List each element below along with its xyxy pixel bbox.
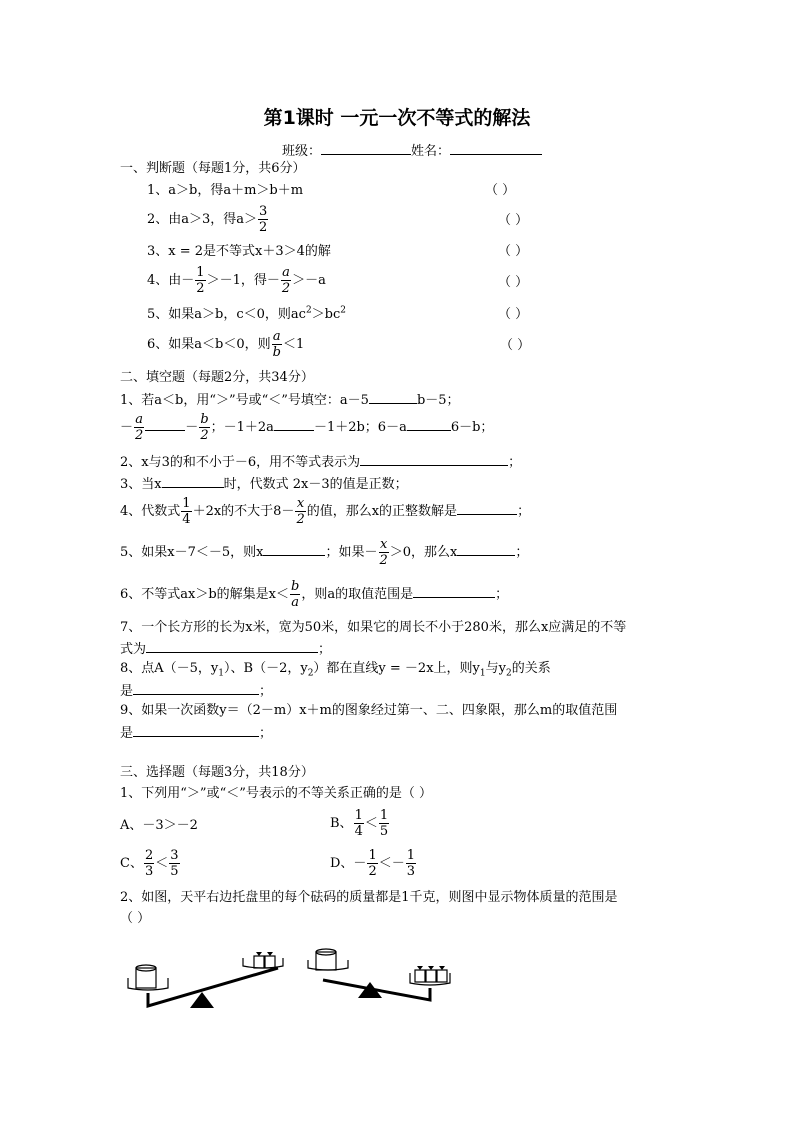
- answer-blank[interactable]: [274, 418, 314, 431]
- name-blank[interactable]: [450, 142, 542, 155]
- weight-icon: [426, 970, 436, 982]
- s3-q1-option-b[interactable]: B、 $\frac{1}{4}$ ＜ $\frac{1}{5}$: [330, 808, 389, 839]
- weight-icon: [437, 970, 447, 982]
- weight-icon: [265, 956, 275, 968]
- fraction: $\frac{a}{2}$: [281, 265, 291, 296]
- s2-q3: 3、当x 时，代数式 2x－3的值是正数；: [120, 477, 408, 492]
- answer-blank[interactable]: [146, 640, 318, 653]
- page-title: 第1课时 一元一次不等式的解法: [263, 107, 531, 129]
- fraction: $\frac{1}{3}$: [406, 848, 416, 879]
- fraction: $\frac{1}{4}$: [354, 808, 363, 839]
- s1-q2-answer-paren[interactable]: （ ）: [498, 213, 529, 228]
- weight-icon: [254, 956, 264, 968]
- fraction: $\frac{b}{a}$: [291, 579, 300, 610]
- s2-q1-continued: － $\frac{a}{2}$ － $\frac{b}{2}$ ；－1＋2a －1＋2b；6－a 6－b；: [120, 412, 494, 443]
- right-pan: [410, 973, 450, 985]
- section-2-heading: 二、填空题（每题2分，共34分）: [120, 370, 314, 385]
- fraction: $\frac{3}{2}$: [259, 204, 268, 235]
- s1-q2: 2、由a＞3，得a＞ $\frac{3}{2}$: [147, 204, 268, 235]
- fraction: $\frac{2}{3}$: [144, 848, 154, 879]
- s3-q1-option-d[interactable]: D、－ $\frac{1}{2}$ ＜－ $\frac{1}{3}$: [330, 848, 416, 879]
- s2-q7: 7、一个长方形的长为x米，宽为50米，如果它的周长不小于280米，那么x应满足的不等: [120, 620, 627, 635]
- s2-q1: 1、若a＜b，用“＞”号或“＜”号填空：a－5 b－5；: [120, 393, 460, 408]
- s1-q5: 5、如果a＞b，c＜0，则$ac^2>bc^2$: [147, 305, 347, 322]
- fraction: $\frac{a}{b}$: [272, 329, 281, 360]
- answer-blank[interactable]: [457, 502, 517, 515]
- s2-q8: 8、点A（－5，$y_1$）、B（－2，$y_2$）都在直线y = －2x上，则$y_1$与$y_2$的关系: [120, 661, 551, 679]
- section-3-heading: 三、选择题（每题3分，共18分）: [120, 765, 314, 780]
- s1-q3: 3、x = 2是不等式x＋3＞4的解: [147, 244, 331, 259]
- s3-q1: 1、下列用“＞”或“＜”号表示的不等关系正确的是（ ）: [120, 786, 432, 801]
- balance-scales-figure: [118, 938, 458, 1018]
- s2-q9-line2: 是 ；: [120, 726, 273, 741]
- s3-q2-paren[interactable]: （ ）: [120, 911, 151, 926]
- answer-blank[interactable]: [263, 543, 325, 556]
- section-1-heading: 一、判断题（每题1分，共6分）: [120, 161, 306, 176]
- s2-q6: 6、不等式ax＞b的解集是x＜ $\frac{b}{a}$ ，则a的取值范围是 ；: [120, 579, 509, 610]
- fraction: $\frac{x}{2}$: [379, 537, 388, 568]
- fraction: $\frac{x}{2}$: [296, 496, 305, 527]
- s2-q7-line2: 式为 ；: [120, 642, 332, 657]
- s3-q2: 2、如图，天平右边托盘里的每个砝码的质量都是1千克，则图中显示物体质量的范围是: [120, 890, 618, 905]
- balance-scale-right-heavy: [308, 949, 450, 1000]
- s1-q6-answer-paren[interactable]: （ ）: [500, 338, 531, 353]
- s2-q5: 5、如果x－7＜－5，则x ；如果－ $\frac{x}{2}$ ＞0，那么x ；: [120, 537, 529, 568]
- s1-q4: 4、由－ $\frac{1}{2}$ ＞－1，得－ $\frac{a}{2}$ ＞－a: [147, 265, 326, 296]
- s1-q3-answer-paren[interactable]: （ ）: [498, 244, 529, 259]
- class-label: 班级：: [282, 144, 322, 159]
- right-pan: [243, 958, 283, 968]
- fraction: $\frac{a}{2}$: [135, 412, 144, 443]
- answer-blank[interactable]: [369, 391, 417, 404]
- student-info-line: [282, 142, 542, 160]
- weight-icon: [415, 970, 425, 982]
- answer-blank[interactable]: [145, 418, 185, 431]
- answer-blank[interactable]: [413, 585, 495, 598]
- s2-q2: 2、x与3的和不小于－6，用不等式表示为 ；: [120, 455, 522, 470]
- s1-q6: 6、如果a＜b＜0，则 $\frac{a}{b}$ ＜1: [147, 329, 305, 360]
- name-label: 姓名：: [411, 144, 451, 159]
- class-blank[interactable]: [321, 142, 411, 155]
- answer-blank[interactable]: [162, 475, 224, 488]
- answer-blank[interactable]: [133, 682, 259, 695]
- answer-blank[interactable]: [407, 418, 451, 431]
- s3-q1-option-c[interactable]: C、 $\frac{2}{3}$ ＜ $\frac{3}{5}$: [120, 848, 179, 879]
- left-pan: [308, 960, 348, 970]
- fulcrum-icon: [190, 992, 214, 1008]
- answer-blank[interactable]: [133, 724, 259, 737]
- answer-blank[interactable]: [360, 453, 508, 466]
- s1-q4-answer-paren[interactable]: （ ）: [498, 275, 529, 290]
- fraction: $\frac{1}{2}$: [368, 848, 377, 879]
- fraction: $\frac{1}{4}$: [182, 496, 191, 527]
- s3-q1-option-a[interactable]: A、－3＞－2: [120, 818, 198, 833]
- answer-blank[interactable]: [457, 543, 515, 556]
- s2-q4: 4、代数式 $\frac{1}{4}$ ＋2x的不大于8－ $\frac{x}{2}$ 的值，那么x的正整数解是 ；: [120, 496, 531, 527]
- fraction: $\frac{1}{2}$: [196, 265, 205, 296]
- fraction: $\frac{b}{2}$: [200, 412, 209, 443]
- s1-q5-answer-paren[interactable]: （ ）: [498, 307, 529, 322]
- s1-q1-answer-paren[interactable]: （ ）: [485, 183, 516, 198]
- fraction: $\frac{3}{5}$: [170, 848, 179, 879]
- fraction: $\frac{1}{5}$: [379, 808, 389, 839]
- s1-q1: 1、a＞b，得a＋m＞b＋m: [147, 183, 304, 198]
- s2-q8-line2: 是 ；: [120, 684, 273, 699]
- s2-q9: 9、如果一次函数y＝（2－m）x＋m的图象经过第一、二、四象限，那么m的取值范围: [120, 703, 618, 718]
